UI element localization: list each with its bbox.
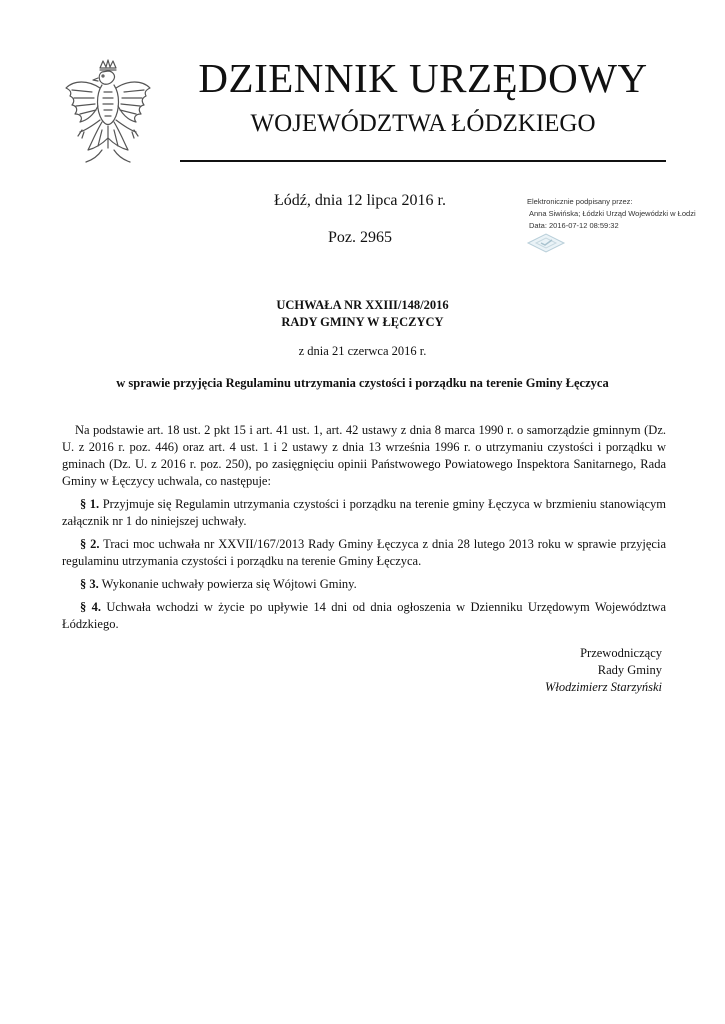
- resolution-subject: w sprawie przyjęcia Regulaminu utrzymania czystości i porządku na terenie Gminy Łęczyca: [116, 376, 609, 390]
- signature-check-icon: [526, 232, 566, 254]
- journal-subtitle: WOJEWÓDZTWA ŁÓDZKIEGO: [250, 110, 596, 137]
- publication-position: Poz. 2965: [328, 229, 392, 246]
- signature-date: Data: 2016-07-12 08:59:32: [529, 221, 619, 230]
- signature-caption: Elektronicznie podpisany przez:: [527, 197, 633, 206]
- resolution-issuer: RADY GMINY W ŁĘCZYCY: [281, 315, 444, 329]
- publication-date: Łódź, dnia 12 lipca 2016 r.: [274, 192, 446, 209]
- paragraph-2: [62, 536, 666, 570]
- electronic-signature-block: [526, 196, 716, 260]
- paragraph-text: Wykonanie uchwały powierza się Wójtowi Gminy.: [101, 577, 357, 591]
- header-divider: [180, 160, 666, 162]
- paragraph-label: § 1.: [80, 497, 100, 511]
- preamble-paragraph: Na podstawie art. 18 ust. 2 pkt 15 i art. 41 ust. 1, art. 42 ustawy z dnia 8 marca 1990 r. o samorządzie gminnym (Dz. U. z 2016 r. poz. 446) oraz art. 4 ust. 1 i 2 ustawy z dnia 13 września 1996 r. o utrzymaniu czystości i porządku w gminach (Dz. U. z 2016 r. poz. 250), po zasięgnięciu opinii Państwowego Powiatowego Inspektora Sanitarnego, Rada Gminy w Łęczycy uchwala, co następuje:: [62, 423, 666, 488]
- signatory-role: Przewodniczący: [580, 646, 662, 660]
- signatory-name: Włodzimierz Starzyński: [544, 680, 662, 694]
- paragraph-label: § 4.: [80, 600, 101, 614]
- journal-title: DZIENNIK URZĘDOWY: [198, 55, 648, 101]
- polish-eagle-emblem-icon: [62, 58, 154, 166]
- signatory-block: [460, 645, 662, 696]
- resolution-number: UCHWAŁA NR XXIII/148/2016: [276, 298, 449, 312]
- paragraph-1: [62, 496, 666, 530]
- paragraph-4: [62, 599, 666, 633]
- resolution-date: z dnia 21 czerwca 2016 r.: [298, 344, 427, 358]
- paragraph-3: [62, 576, 666, 593]
- paragraph-text: Traci moc uchwała nr XXVII/167/2013 Rady Gminy Łęczyca z dnia 28 lutego 2013 roku w sprawie przyjęcia regulaminu utrzymania czystości i porządku na terenie Gminy Łęczyca.: [62, 537, 666, 568]
- signature-signer: Anna Siwińska; Łódzki Urząd Wojewódzki w Łodzi: [529, 209, 696, 218]
- signatory-body: Rady Gminy: [597, 663, 662, 677]
- paragraph-label: § 2.: [80, 537, 100, 551]
- paragraph-text: Uchwała wchodzi w życie po upływie 14 dni od dnia ogłoszenia w Dzienniku Urzędowym Województwa Łódzkiego.: [62, 600, 667, 631]
- paragraph-text: Przyjmuje się Regulamin utrzymania czystości i porządku na terenie gminy Łęczyca w brzmieniu stanowiącym załącznik nr 1 do niniejszej uchwały.: [62, 497, 666, 528]
- resolution-body: [62, 422, 666, 639]
- paragraph-label: § 3.: [80, 577, 99, 591]
